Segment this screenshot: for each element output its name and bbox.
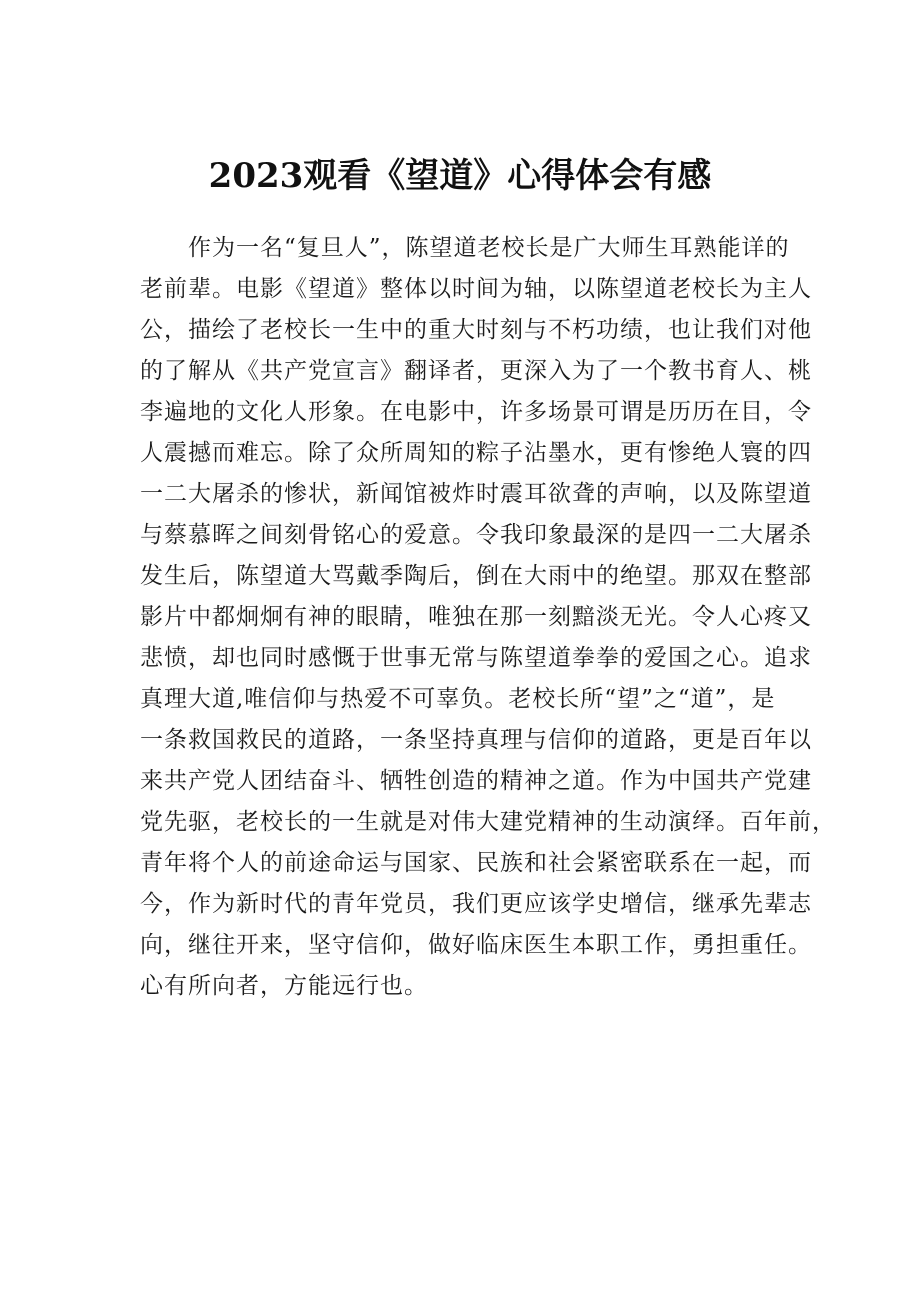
body-line: 李遍地的文化人形象。在电影中，许多场景可谓是历历在目，令 bbox=[140, 399, 812, 425]
body-line: 向，继往开来，坚守信仰，做好临床医生本职工作，勇担重任。 bbox=[140, 932, 812, 958]
body-line: 党先驱，老校长的一生就是对伟大建党精神的生动演绎。百年前， bbox=[140, 809, 836, 835]
body-line: 一二大屠杀的惨状，新闻馆被炸时震耳欲聋的声响，以及陈望道 bbox=[140, 481, 812, 507]
body-line: 青年将个人的前途命运与国家、民族和社会紧密联系在一起，而 bbox=[140, 850, 812, 876]
body-line: 一条救国救民的道路，一条坚持真理与信仰的道路，更是百年以 bbox=[140, 727, 812, 753]
body-line: 老前辈。电影《望道》整体以时间为轴，以陈望道老校长为主人 bbox=[140, 276, 812, 302]
body-line: 悲愤，却也同时感慨于世事无常与陈望道拳拳的爱国之心。追求 bbox=[140, 645, 812, 671]
body-line: 真理大道,唯信仰与热爱不可辜负。老校长所“望”之“道”，是 bbox=[140, 686, 776, 712]
body-line: 作为一名“复旦人”，陈望道老校长是广大师生耳熟能详的 bbox=[188, 235, 790, 261]
document-body bbox=[140, 228, 836, 1007]
body-line: 发生后，陈望道大骂戴季陶后，倒在大雨中的绝望。那双在整部 bbox=[140, 563, 812, 589]
body-line: 的了解从《共产党宣言》翻译者，更深入为了一个教书育人、桃 bbox=[140, 358, 812, 384]
body-line: 今，作为新时代的青年党员，我们更应该学史增信，继承先辈志 bbox=[140, 891, 812, 917]
document-title: 2023观看《望道》心得体会有感 bbox=[208, 156, 712, 196]
body-line: 与蔡慕晖之间刻骨铭心的爱意。令我印象最深的是四一二大屠杀 bbox=[140, 522, 812, 548]
body-line: 公，描绘了老校长一生中的重大时刻与不朽功绩，也让我们对他 bbox=[140, 317, 812, 343]
body-line: 来共产党人团结奋斗、牺牲创造的精神之道。作为中国共产党建 bbox=[140, 768, 812, 794]
body-line: 人震撼而难忘。除了众所周知的粽子沾墨水，更有惨绝人寰的四 bbox=[140, 440, 812, 466]
body-line: 心有所向者，方能远行也。 bbox=[140, 973, 428, 999]
body-line: 影片中都炯炯有神的眼睛，唯独在那一刻黯淡无光。令人心疼又 bbox=[140, 604, 812, 630]
